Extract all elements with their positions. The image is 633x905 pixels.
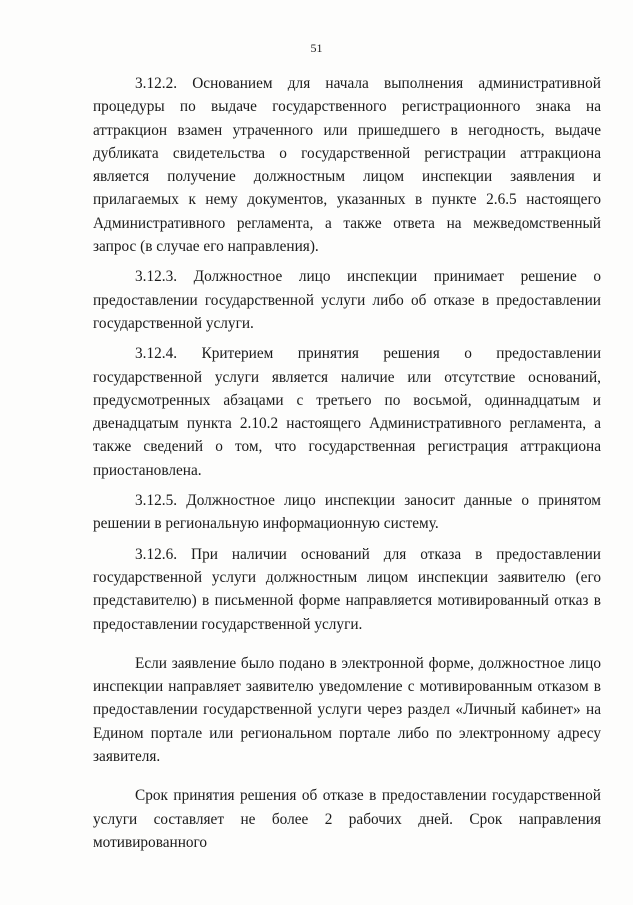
page-number: 51 bbox=[310, 41, 323, 55]
paragraph-refusal-term: Срок принятия решения об отказе в предоставлении государственной услуги составляет не более 2 рабочих дней. Срок направления мотивированного bbox=[93, 787, 601, 851]
paragraph-3-12-5: 3.12.5. Должностное лицо инспекции заносит данные о принятом решении в региональную информационную систему. bbox=[93, 492, 601, 533]
paragraph-3-12-6: 3.12.6. При наличии оснований для отказа в предоставлении государственной услуги должностным лицом инспекции заявителю (его представителю) в письменной форме направляется мотивированный отказ в предоставлении государственной услуги. bbox=[93, 545, 601, 633]
paragraph-3-12-4: 3.12.4. Критерием принятия решения о предоставлении государственной услуги является наличие или отсутствие оснований, предусмотренных абзацами с третьего по восьмой, одиннадцатым и двенадцатым пункта 2.10.2 настоящего Административного регламента, а также сведений о том, что государственная регистрация аттракциона приостановлена. bbox=[93, 345, 601, 479]
paragraph-electronic-application: Если заявление было подано в электронной форме, должностное лицо инспекции направляет заявителю уведомление с мотивированным отказом в предоставлении государственной услуги через раздел «Личный кабинет» на Едином портале или региональном портале либо по электронному адресу заявителя. bbox=[93, 654, 601, 766]
paragraph-3-12-3: 3.12.3. Должностное лицо инспекции принимает решение о предоставлении государственной услуги либо об отказе в предоставлении государственной услуги. bbox=[93, 268, 601, 332]
paragraph-3-12-2: 3.12.2. Основанием для начала выполнения административной процедуры по выдаче государственного регистрационного знака на аттракцион взамен утраченного или пришедшего в негодность, выдаче дубликата свидетельства о государственной регистрации аттракциона является получение должностным лицом инспекции заявления и прилагаемых к нему документов, указанных в пункте 2.6.5 настоящего Административного регламента, а также ответа на межведомственный запрос (в случае его направления). bbox=[93, 75, 601, 256]
document-body bbox=[93, 72, 601, 854]
